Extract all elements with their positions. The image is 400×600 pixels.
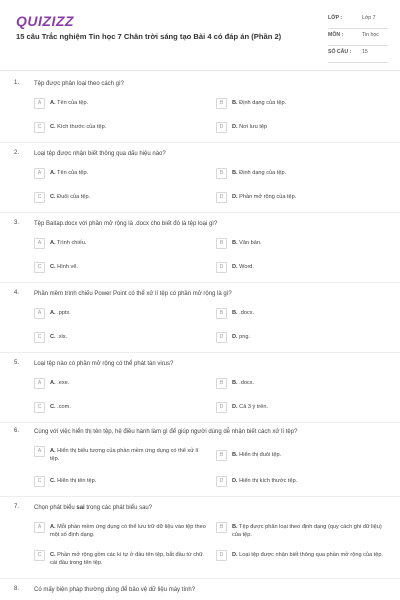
- meta-row-count: [328, 46, 388, 63]
- option-letter-box: D: [216, 262, 227, 273]
- meta-row-subject: [328, 29, 388, 46]
- question-divider: [0, 422, 400, 423]
- option-letter-box: B: [216, 98, 227, 109]
- meta-label: SỐ CÂU :: [328, 49, 352, 55]
- option-letter-box: C: [34, 476, 45, 487]
- option-letter-box: D: [216, 122, 227, 133]
- option-text: Kích thước của tệp.: [57, 124, 107, 130]
- option-key: C.: [50, 478, 56, 484]
- question-number: 1.: [14, 80, 20, 86]
- header-divider: [0, 70, 400, 71]
- meta-row-class: [328, 12, 388, 29]
- option-text: Cả 3 ý trên.: [239, 404, 269, 410]
- option-text: Văn bản.: [239, 240, 262, 246]
- option-text: .docx.: [239, 310, 255, 316]
- option-key: A.: [50, 100, 56, 106]
- option-letter-box: C: [34, 192, 45, 203]
- question-text: Phần mềm trình chiếu Power Point có thể xử lí tệp có phần mở rộng là gì?: [34, 291, 232, 297]
- option-key: A.: [50, 310, 56, 316]
- option-text: .xls.: [57, 334, 68, 340]
- question-divider: [0, 142, 400, 143]
- option-letter-box: B: [216, 168, 227, 179]
- option-key: C.: [50, 194, 56, 200]
- option-text: Hiển thị tên tệp.: [57, 478, 97, 484]
- option-text: png.: [239, 334, 251, 340]
- option-letter-box: D: [216, 402, 227, 413]
- option-key: D.: [232, 334, 238, 340]
- option-key: D.: [232, 478, 238, 484]
- option-letter-box: B: [216, 238, 227, 249]
- option-key: C.: [50, 552, 56, 558]
- option-text: Tên của tệp.: [57, 100, 89, 106]
- question-text: Loại tệp được nhận biết thông qua dấu hiệu nào?: [34, 151, 166, 157]
- option-letter-box: C: [34, 262, 45, 273]
- option-text: Tệp được phân loại theo định dạng (quy cách ghi dữ liệu) của tệp.: [232, 524, 382, 538]
- meta-value: Lớp 7: [362, 15, 376, 21]
- option-text: Hiển thị biểu tượng của phần mềm ứng dụng có thể xử lí tệp.: [50, 448, 199, 462]
- meta-value: Tin học: [362, 32, 379, 38]
- question-divider: [0, 352, 400, 353]
- option-key: B.: [232, 100, 238, 106]
- question-divider: [0, 578, 400, 579]
- option-letter-box: C: [34, 332, 45, 343]
- meta-label: MÔN :: [328, 32, 344, 38]
- option-key: A.: [50, 170, 56, 176]
- question-divider: [0, 496, 400, 497]
- quizizz-logo: QUIZIZZ: [16, 13, 74, 29]
- question-number: 2.: [14, 150, 20, 156]
- option-text: .exe.: [57, 380, 70, 386]
- option-letter-box: B: [216, 308, 227, 319]
- question-text: Cùng với việc hiển thị tên tệp, hệ điều hành làm gì để giúp người dùng dễ nhận biết cách xử lí tệp?: [34, 429, 298, 435]
- option-letter-box: B: [216, 378, 227, 389]
- option-key: C.: [50, 124, 56, 130]
- option-text: Mỗi phần mềm ứng dụng có thể lưu trữ dữ liệu vào tệp theo một số định dạng.: [50, 524, 206, 538]
- option-letter-box: A: [34, 522, 45, 533]
- option-text: Tên của tệp.: [57, 170, 89, 176]
- option-key: D.: [232, 264, 238, 270]
- option-letter-box: B: [216, 450, 227, 461]
- option-text: Hiển thị kích thước tệp.: [239, 478, 298, 484]
- option-key: A.: [50, 524, 56, 530]
- question-divider: [0, 282, 400, 283]
- question-number: 8.: [14, 586, 20, 592]
- meta-panel: [328, 12, 388, 63]
- option-text: Phần mở rộng gồm các kí tự ở đầu tên tệp, bắt đầu từ chữ cái đầu trong tên tệp.: [50, 552, 203, 566]
- option-letter-box: A: [34, 168, 45, 179]
- option-letter-box: D: [216, 192, 227, 203]
- option-letter-box: B: [216, 522, 227, 533]
- option-key: D.: [232, 552, 238, 558]
- meta-value: 15: [362, 49, 368, 55]
- option-letter-box: A: [34, 98, 45, 109]
- option-text: Hình vẽ.: [57, 264, 78, 270]
- option-key: A.: [50, 448, 56, 454]
- page-title: 15 câu Trắc nghiệm Tin học 7 Chân trời sáng tạo Bài 4 có đáp án (Phần 2): [16, 32, 282, 41]
- option-key: A.: [50, 240, 56, 246]
- option-key: B.: [232, 524, 238, 530]
- question-number: 7.: [14, 504, 20, 510]
- option-key: D.: [232, 124, 238, 130]
- option-key: D.: [232, 194, 238, 200]
- option-text: .com.: [57, 404, 71, 410]
- header: [0, 0, 400, 72]
- option-key: D.: [232, 404, 238, 410]
- option-letter-box: C: [34, 550, 45, 561]
- question-number: 6.: [14, 428, 20, 434]
- option-letter-box: D: [216, 476, 227, 487]
- option-letter-box: D: [216, 332, 227, 343]
- option-key: B.: [232, 240, 238, 246]
- question-text: Tệp Baitap.docx với phần mở rộng là .docx cho biết đó là tệp loại gì?: [34, 221, 218, 227]
- option-letter-box: A: [34, 446, 45, 457]
- question-number: 3.: [14, 220, 20, 226]
- option-letter-box: C: [34, 122, 45, 133]
- option-key: B.: [232, 380, 238, 386]
- option-key: C.: [50, 334, 56, 340]
- question-number: 4.: [14, 290, 20, 296]
- question-text: Tệp được phân loại theo cách gì?: [34, 81, 125, 87]
- option-key: C.: [50, 404, 56, 410]
- question-divider: [0, 212, 400, 213]
- option-letter-box: D: [216, 550, 227, 561]
- option-key: B.: [232, 452, 238, 458]
- option-key: A.: [50, 380, 56, 386]
- option-text: Word.: [239, 264, 254, 270]
- option-text: Định dạng của tệp.: [239, 170, 287, 176]
- option-letter-box: A: [34, 378, 45, 389]
- question-number: 5.: [14, 360, 20, 366]
- option-letter-box: A: [34, 238, 45, 249]
- option-text: Loại tệp được nhận biết thông qua phần mở rộng của tệp.: [239, 552, 384, 558]
- option-text: .pptx.: [57, 310, 71, 316]
- question-text: Chọn phát biểu sai trong các phát biểu sau?: [34, 505, 153, 511]
- meta-label: LỚP :: [328, 15, 343, 21]
- option-text: Trình chiếu.: [57, 240, 87, 246]
- option-text: .docx.: [239, 380, 255, 386]
- option-text: Nơi lưu tệp: [239, 124, 268, 130]
- option-text: Hiển thị đuôi tệp.: [239, 452, 282, 458]
- emphasis-text: sai: [76, 505, 85, 511]
- option-key: B.: [232, 170, 238, 176]
- option-letter-box: C: [34, 402, 45, 413]
- option-letter-box: A: [34, 308, 45, 319]
- option-key: C.: [50, 264, 56, 270]
- option-text: Phần mở rộng của tệp.: [239, 194, 297, 200]
- question-text: Loại tệp nào có phần mở rộng có thể phát tán virus?: [34, 361, 174, 367]
- option-text: Định dạng của tệp.: [239, 100, 287, 106]
- question-text: Có mấy biện pháp thường dùng để bảo vệ dữ liệu máy tính?: [34, 587, 196, 593]
- option-key: B.: [232, 310, 238, 316]
- option-text: Đuôi của tệp.: [57, 194, 91, 200]
